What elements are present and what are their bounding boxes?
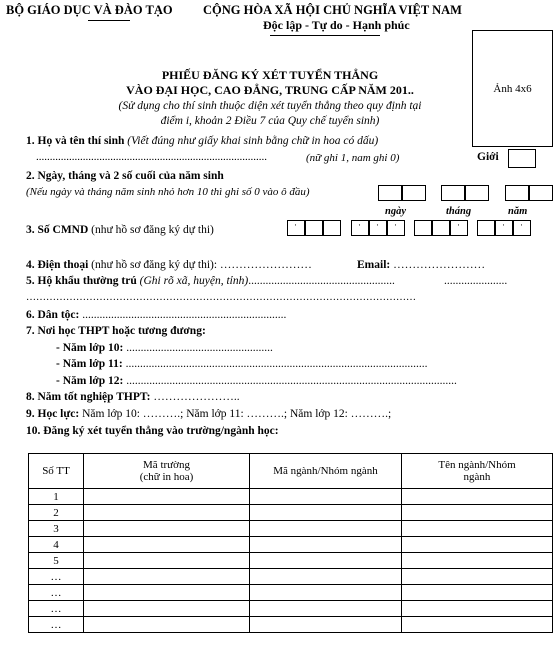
ministry-underline xyxy=(88,20,130,21)
id-cell[interactable]: · xyxy=(369,220,387,236)
table-row xyxy=(29,521,553,537)
major-name-cell[interactable] xyxy=(402,553,553,569)
school-label: 7. Nơi học THPT hoặc tương đương: xyxy=(26,325,206,337)
row-number: 5 xyxy=(29,553,84,569)
phone-label: 4. Điện thoại xyxy=(26,259,89,271)
row-number: … xyxy=(29,569,84,585)
id-cell[interactable] xyxy=(432,220,450,236)
major-name-cell[interactable] xyxy=(402,569,553,585)
row-number: … xyxy=(29,585,84,601)
col-header-stt: Số TT xyxy=(29,454,84,489)
major-code-cell[interactable] xyxy=(250,537,402,553)
field-phone xyxy=(26,259,312,271)
major-code-cell[interactable] xyxy=(250,505,402,521)
photo-box xyxy=(472,30,553,147)
gender-label: Giới xyxy=(477,151,499,163)
republic-name: CỘNG HÒA XÃ HỘI CHỦ NGHĨA VIỆT NAM xyxy=(203,3,462,17)
residence-label: 5. Hộ khẩu thường trú xyxy=(26,275,137,287)
major-name-cell[interactable] xyxy=(402,601,553,617)
dob-year-2[interactable] xyxy=(529,185,553,201)
major-name-cell[interactable] xyxy=(402,585,553,601)
table-row xyxy=(29,569,553,585)
school-code-cell[interactable] xyxy=(84,489,250,505)
school-grade10 xyxy=(56,342,273,354)
field-graduation-year xyxy=(26,391,240,403)
table-row xyxy=(29,601,553,617)
motto: Độc lập - Tự do - Hạnh phúc xyxy=(263,18,410,32)
motto-underline xyxy=(270,35,380,36)
graduation-year-dots[interactable]: ………………….. xyxy=(153,391,240,403)
email-dots[interactable]: …………………… xyxy=(393,259,486,271)
school-grade12 xyxy=(56,375,457,387)
graduation-year-label: 8. Năm tốt nghiệp THPT: xyxy=(26,391,151,403)
id-cell[interactable] xyxy=(477,220,495,236)
school-code-cell[interactable] xyxy=(84,537,250,553)
row-number: 3 xyxy=(29,521,84,537)
major-code-cell[interactable] xyxy=(250,489,402,505)
major-code-cell[interactable] xyxy=(250,569,402,585)
school-grade11 xyxy=(56,358,428,370)
grade12-label: - Năm lớp 12: xyxy=(56,375,124,387)
major-name-cell[interactable] xyxy=(402,489,553,505)
phone-hint: (như hồ sơ đăng ký dự thi): …………………… xyxy=(91,259,312,271)
photo-label: Ảnh 4x6 xyxy=(493,83,532,95)
dob-day-1[interactable] xyxy=(378,185,402,201)
ethnicity-label: 6. Dân tộc: xyxy=(26,309,80,321)
dob-hint: (Nếu ngày và tháng năm sinh nhỏ hơn 10 thì ghi số 0 vào ô đầu) xyxy=(26,186,310,198)
residence-dots-2[interactable]: ...................... xyxy=(444,275,508,287)
major-name-cell[interactable] xyxy=(402,521,553,537)
major-name-cell[interactable] xyxy=(402,537,553,553)
grade11-label: - Năm lớp 11: xyxy=(56,358,123,370)
form-note-line2: điểm i, khoản 2 Điều 7 của Quy chế tuyển sinh) xyxy=(160,115,380,127)
ministry-name: BỘ GIÁO DỤC VÀ ĐÀO TẠO xyxy=(6,3,173,17)
form-note-line1: (Sử dụng cho thí sinh thuộc diện xét tuyển thẳng theo quy định tại xyxy=(118,100,422,112)
col-header-major-name: Tên ngành/Nhóm ngành xyxy=(402,454,553,489)
grade12-dots[interactable]: ................................................................................................................... xyxy=(126,375,457,387)
fullname-dots[interactable]: .................................................................................... xyxy=(36,151,267,163)
table-row xyxy=(29,505,553,521)
id-number-hint: (như hồ sơ đăng ký dự thi) xyxy=(91,224,214,236)
field-academic-performance xyxy=(26,408,391,420)
col-header-major-code: Mã ngành/Nhóm ngành xyxy=(250,454,402,489)
major-name-cell[interactable] xyxy=(402,617,553,633)
school-code-cell[interactable] xyxy=(84,617,250,633)
id-cell[interactable]: · xyxy=(351,220,369,236)
table-row xyxy=(29,489,553,505)
dob-month-label: tháng xyxy=(446,206,472,217)
email-label: Email: xyxy=(357,259,391,271)
field-residence xyxy=(26,275,395,287)
school-code-cell[interactable] xyxy=(84,521,250,537)
gender-hint: (nữ ghi 1, nam ghi 0) xyxy=(306,152,400,164)
academic-text[interactable]: Năm lớp 10: ……….; Năm lớp 11: ……….; Năm lớp 12: ……….; xyxy=(82,408,392,420)
school-code-cell[interactable] xyxy=(84,553,250,569)
table-header-row xyxy=(29,454,553,489)
ethnicity-dots[interactable]: ....................................................................... xyxy=(82,309,287,321)
field-ethnicity xyxy=(26,309,286,321)
id-number-label: 3. Số CMND xyxy=(26,224,89,236)
grade11-dots[interactable]: ......................................................................................................... xyxy=(125,358,428,370)
grade10-dots[interactable]: ................................................... xyxy=(126,342,273,354)
id-cell[interactable] xyxy=(305,220,323,236)
field-email xyxy=(357,259,485,271)
form-title-line1: PHIẾU ĐĂNG KÝ XÉT TUYỂN THẲNG xyxy=(161,68,379,82)
field-fullname xyxy=(26,135,378,147)
col-header-school-code: Mã trường (chữ in hoa) xyxy=(84,454,250,489)
registration-table xyxy=(28,453,553,633)
id-cell[interactable]: · xyxy=(513,220,531,236)
fullname-hint: (Viết đúng như giấy khai sinh bằng chữ in hoa có dấu) xyxy=(127,135,379,147)
id-cell[interactable] xyxy=(323,220,341,236)
dob-year-1[interactable] xyxy=(505,185,529,201)
dob-year-label: năm xyxy=(508,206,528,217)
dob-month-2[interactable] xyxy=(465,185,489,201)
major-code-cell[interactable] xyxy=(250,585,402,601)
residence-dots[interactable]: ................................................... xyxy=(248,275,395,287)
table-row xyxy=(29,585,553,601)
form-title-line2: VÀO ĐẠI HỌC, CAO ĐẲNG, TRUNG CẤP NĂM 201.. xyxy=(126,83,414,97)
id-cell[interactable]: · xyxy=(287,220,305,236)
school-code-cell[interactable] xyxy=(84,585,250,601)
table-row xyxy=(29,537,553,553)
registration-label: 10. Đăng ký xét tuyển thẳng vào trường/ngành học: xyxy=(26,425,279,437)
academic-label: 9. Học lực: xyxy=(26,408,80,420)
id-cell[interactable]: · xyxy=(387,220,405,236)
major-code-cell[interactable] xyxy=(250,601,402,617)
row-number: 1 xyxy=(29,489,84,505)
fullname-label: 1. Họ và tên thí sinh xyxy=(26,135,125,147)
school-code-cell[interactable] xyxy=(84,601,250,617)
row-number: 4 xyxy=(29,537,84,553)
grade10-label: - Năm lớp 10: xyxy=(56,342,124,354)
residence-dots-line[interactable]: ……………………………………………………………………………………………………… xyxy=(26,292,416,303)
major-code-cell[interactable] xyxy=(250,553,402,569)
table-row xyxy=(29,553,553,569)
dob-day-label: ngày xyxy=(385,206,406,217)
gender-box[interactable] xyxy=(508,149,536,168)
id-cell[interactable]: · xyxy=(495,220,513,236)
table-row xyxy=(29,617,553,633)
row-number: 2 xyxy=(29,505,84,521)
row-number: … xyxy=(29,601,84,617)
major-code-cell[interactable] xyxy=(250,521,402,537)
school-code-cell[interactable] xyxy=(84,505,250,521)
major-name-cell[interactable] xyxy=(402,505,553,521)
dob-month-1[interactable] xyxy=(441,185,465,201)
id-cell[interactable]: · xyxy=(450,220,468,236)
school-code-cell[interactable] xyxy=(84,569,250,585)
dob-label: 2. Ngày, tháng và 2 số cuối của năm sinh xyxy=(26,170,224,182)
row-number: … xyxy=(29,617,84,633)
dob-day-2[interactable] xyxy=(402,185,426,201)
field-id-number xyxy=(26,224,214,236)
major-code-cell[interactable] xyxy=(250,617,402,633)
id-cell[interactable] xyxy=(414,220,432,236)
residence-hint: (Ghi rõ xã, huyện, tỉnh) xyxy=(139,275,249,287)
